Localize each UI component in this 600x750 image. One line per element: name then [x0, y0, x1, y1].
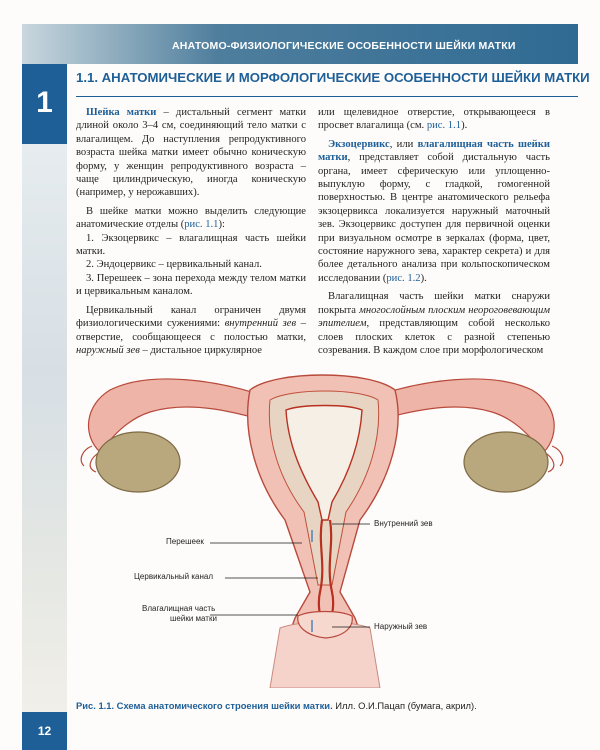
label-vaginal-part-line2: шейки матки: [170, 614, 217, 623]
term-cervix: Шейка матки: [86, 107, 157, 118]
text-column-left: [76, 106, 306, 357]
paragraph: [318, 290, 550, 357]
text: – дистальное циркулярное: [139, 344, 263, 356]
label-cervical-canal: Цервикальный канал: [134, 572, 214, 581]
decorative-side-strip: [22, 144, 67, 712]
paragraph: [76, 205, 306, 232]
section-heading: 1.1. АНАТОМИЧЕСКИЕ И МОРФОЛОГИЧЕСКИЕ ОСОБЕННОСТИ ШЕЙКИ МАТКИ: [76, 70, 590, 85]
figure-reference-link[interactable]: рис. 1.1: [184, 219, 219, 231]
page-number: 12: [37, 724, 52, 738]
text: ):: [218, 219, 225, 231]
text: или щелевидное отверстие, открывающееся в просвет влагалища (см.: [318, 107, 550, 132]
anatomy-figure: [70, 360, 580, 688]
text: Цервикальный канал ограничен двумя физиологическими сужениями:: [76, 304, 306, 330]
page-number-tab: [22, 712, 67, 750]
label-vaginal-part-line1: Влагалищная часть: [142, 604, 216, 613]
list-item: 3. Перешеек – зона перехода между телом матки и цервикальным каналом.: [76, 272, 306, 298]
text: ).: [461, 120, 468, 132]
list-item: 1. Экзоцервикс – влагалищная часть шейки матки.: [76, 232, 306, 258]
term-exocervix: Экзоцервикс: [328, 138, 390, 150]
chapter-number: 1: [36, 86, 53, 119]
left-ovary: [96, 432, 180, 492]
label-isthmus: Перешеек: [166, 537, 204, 546]
text-column-right: [318, 106, 550, 357]
figure-reference-link[interactable]: рис. 1.1: [426, 120, 462, 132]
figure-caption: [76, 700, 576, 711]
list-item: 2. Эндоцервикс – цервикальный канал.: [86, 259, 262, 271]
paragraph: [76, 106, 306, 200]
text: ).: [420, 272, 427, 284]
uterus-illustration: [70, 360, 580, 688]
caption-figure-number: Рис. 1.1.: [76, 700, 115, 711]
text: , представляющим собой несколько слоев плоских клеток с разной степенью созревания. В каждом слое при морфологическом: [318, 318, 550, 356]
italic-term: многослойным плоским неороговевающим эпителием: [318, 304, 551, 330]
paragraph: [318, 138, 550, 285]
caption-title: Схема анатомического строения шейки матки.: [114, 700, 333, 711]
text: , представляет собой дистальную часть органа, имеет сферическую или уплощенно-выпуклую форму, с гладкой, гомогенной поверхностью. В центре анатомического рельефа экзоцервикса локализуется наружный маточный зев. Экзоцервикс доступен для первичной оценки при визуальном осмотре в зеркалах (форма, цвет, состояние наружного зева, характер секрета) и для более детального анализа при кольпоскопическом исследовании (: [318, 152, 550, 284]
italic-term: наружный зев: [76, 344, 140, 356]
term-vaginal-part: влагалищная часть шейки матки: [318, 138, 550, 164]
paragraph: [76, 304, 306, 358]
text: Влагалищная часть шейки матки снаружи покрыта: [318, 291, 550, 316]
paragraph: [318, 106, 550, 133]
section-divider: [76, 96, 578, 97]
text: – отверстие, сообщающееся с полостью матки,: [76, 318, 306, 343]
running-header: [22, 24, 578, 64]
caption-credit: Илл. О.И.Пацап (бумага, акрил).: [332, 700, 477, 711]
text: – дистальный сегмент матки длиной около 3–4 см, соединяющий тело матки с влагалищем. До наступления репродуктивного возраста шейка матки имеет обычно коническую форму, у женщин репродуктивного возраста – чаще цилиндрическую, иногда коническую (например, у нерожавших).: [76, 107, 307, 199]
label-external-os: Наружный зев: [374, 622, 428, 631]
chapter-tab: [22, 64, 67, 144]
italic-term: внутренний зев: [224, 318, 297, 330]
right-ovary: [464, 432, 548, 492]
running-header-title: АНАТОМО-ФИЗИОЛОГИЧЕСКИЕ ОСОБЕННОСТИ ШЕЙКИ МАТКИ: [172, 40, 516, 52]
label-internal-os: Внутренний зев: [374, 519, 433, 528]
text: В шейке матки можно выделить следующие анатомические отделы (: [76, 205, 306, 231]
text: , или: [389, 138, 418, 150]
figure-reference-link[interactable]: рис. 1.2: [386, 272, 421, 284]
